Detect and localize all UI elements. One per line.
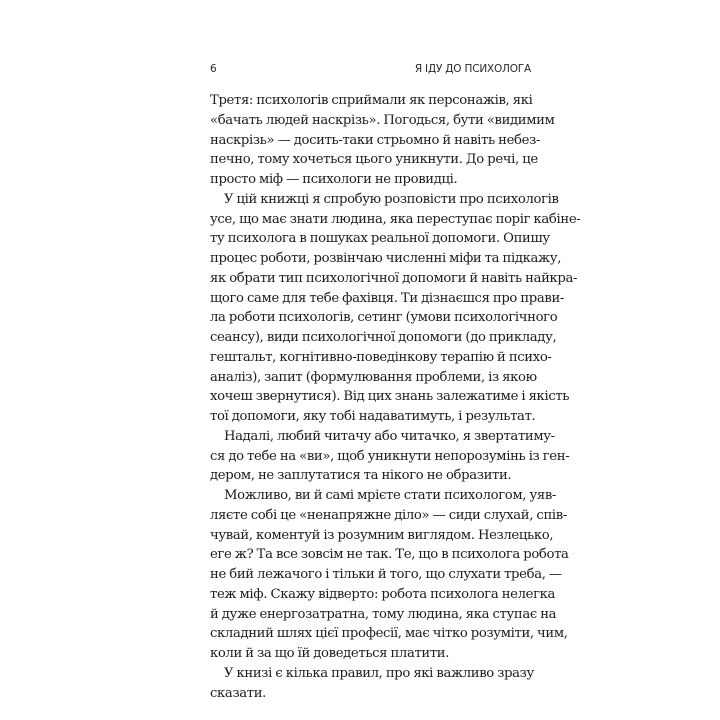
paragraph	[210, 91, 555, 190]
text-line: складний шлях цієї професії, має чітко розуміти, чим,	[210, 626, 568, 642]
text-line: печно, тому хочеться цього уникнути. До речі, це	[210, 152, 538, 168]
text-line: усе, що має знати людина, яка переступає поріг кабіне-	[210, 211, 581, 227]
text-line: ту психолога в пошуках реальної допомоги. Опишу	[210, 231, 550, 247]
text-line: сеансу), види психологічної допомоги (до прикладу,	[210, 330, 557, 345]
text-line: гештальт, когнітивно-поведінкову терапію й психо-	[210, 349, 552, 365]
text-line: ла роботи психологів, сетинг (умови психологічного	[210, 310, 558, 326]
text-line: Можливо, ви й самі мрієте стати психологом, уяв-	[224, 488, 557, 503]
text-line: не бий лежачого і тільки й того, що слухати треба, —	[210, 567, 562, 582]
paragraph	[210, 486, 569, 664]
text-line: ляєте собі це «ненапряжне діло» — сиди слухай, спів-	[210, 507, 567, 523]
text-line: процес роботи, розвінчаю численні міфи та підкажу,	[210, 251, 562, 266]
text-line: теж міф. Скажу відверто: робота психолога нелегка	[210, 586, 556, 602]
text-line: й дуже енергозатратна, тому людина, яка ступає на	[210, 606, 557, 622]
running-title: Я ІДУ ДО ПСИХОЛОГА	[414, 63, 531, 75]
text-line: У книзі є кілька правил, про які важливо зразу	[224, 665, 534, 681]
text-line: ся до тебе на «ви», щоб уникнути непорозумінь із ген-	[210, 448, 570, 464]
text-line: коли й за що їй доведеться платити.	[210, 646, 450, 661]
text-line: як обрати тип психологічної допомоги й навіть найкра-	[210, 270, 578, 286]
text-line: наскрізь» — досить-таки стрьомно й навіть небез-	[210, 132, 541, 148]
text-line: тої допомоги, яку тобі надаватимуть, і результат.	[210, 409, 536, 424]
paragraph	[210, 664, 534, 704]
text-line: чувай, коментуй із розумним виглядом. Незлецько,	[210, 527, 554, 543]
text-line: хочеш звернутися). Від цих знань залежатиме і якість	[210, 389, 570, 405]
paragraph	[210, 427, 570, 486]
text-line: аналіз), запит (формулювання проблеми, із якою	[210, 369, 537, 385]
text-line: «бачать людей наскрізь». Погодься, бути «видимим	[210, 112, 555, 128]
text-line: У цій книжці я спробую розповісти про психологів	[224, 191, 559, 207]
text-line: сказати.	[210, 685, 267, 701]
page-number: 6	[210, 63, 217, 75]
paragraph	[210, 190, 581, 427]
running-head	[210, 63, 531, 79]
text-line: щого саме для тебе фахівця. Ти дізнаєшся про прави-	[210, 290, 565, 306]
text-line: Третя: психологів сприймали як персонажів, які	[210, 93, 533, 108]
body-text	[210, 91, 581, 703]
text-line: Надалі, любий читачу або читачко, я звертатиму-	[224, 428, 555, 444]
text-line: еге ж? Та все зовсім не так. Те, що в психолога робота	[210, 547, 569, 563]
text-line: просто міф — психологи не провидці.	[210, 172, 458, 187]
text-line: дером, не заплутатися та нікого не образити.	[210, 468, 512, 484]
